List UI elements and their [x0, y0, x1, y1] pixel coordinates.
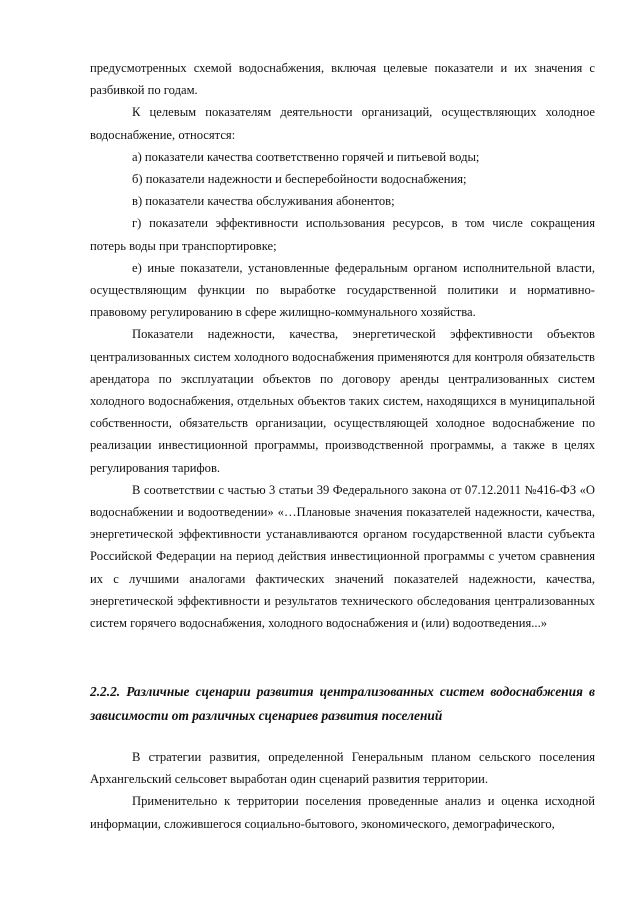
- paragraph-indicators-usage: Показатели надежности, качества, энергетической эффективности объектов централизованных систем холодного водоснабжения применяются для контроля обязательств арендатора по эксплуатации объектов по договору аренды централизованных систем холодного водоснабжения, отдельных объектов таких систем, находящихся в муниципальной собственности, обязательств организации, осуществляющей холодное водоснабжение по реализации инвестиционной программы, производственной программы, а также в целях регулирования тарифов.: [90, 327, 595, 475]
- list-item-a: а) показатели качества соответственно горячей и питьевой воды;: [132, 149, 480, 164]
- list-item-g: г) показатели эффективности использования ресурсов, в том числе сокращения потерь воды при транспортировке;: [90, 216, 595, 253]
- paragraph-federal-law-quote: В соответствии с частью 3 статьи 39 Федерального закона от 07.12.2011 №416-ФЗ «О водоснабжении и водоотведении» «…Плановые значения показателей надежности, качества, энергетической эффективности устанавливаются органом государственной власти субъекта Российской Федерации на период действия инвестиционной программы с учетом сравнения их с лучшими аналогами фактических значений показателей надежности, качества, энергетической эффективности и результатов технического обследования централизованных систем горячего водоснабжения, холодного водоснабжения и (или) водоотведения...»: [90, 482, 595, 631]
- list-item-e: е) иные показатели, установленные федеральным органом исполнительной власти, осуществляющим функции по выработке государственной политики и нормативно-правовому регулированию в сфере жилищно-коммунального хозяйства.: [90, 260, 595, 320]
- list-item-b: б) показатели надежности и бесперебойности водоснабжения;: [132, 172, 467, 187]
- paragraph-analysis: Применительно к территории поселения проведенные анализ и оценка исходной информации, сложившегося социально-бытового, экономического, демографического,: [90, 794, 595, 831]
- section-heading: 2.2.2. Различные сценарии развития централизованных систем водоснабжения в зависимости от различных сценариев развития поселений: [90, 684, 595, 723]
- list-item-v: в) показатели качества обслуживания абонентов;: [132, 194, 395, 209]
- body-text-top: [90, 57, 595, 634]
- paragraph-continuation: предусмотренных схемой водоснабжения, включая целевые показатели и их значения с разбивкой по годам.: [90, 61, 595, 98]
- body-text-bottom: [90, 746, 595, 835]
- paragraph-target-indicators-intro: К целевым показателям деятельности организаций, осуществляющих холодное водоснабжение, относятся:: [90, 105, 595, 142]
- paragraph-development-strategy: В стратегии развития, определенной Генеральным планом сельского поселения Архангельский сельсовет выработан один сценарий развития территории.: [90, 750, 595, 787]
